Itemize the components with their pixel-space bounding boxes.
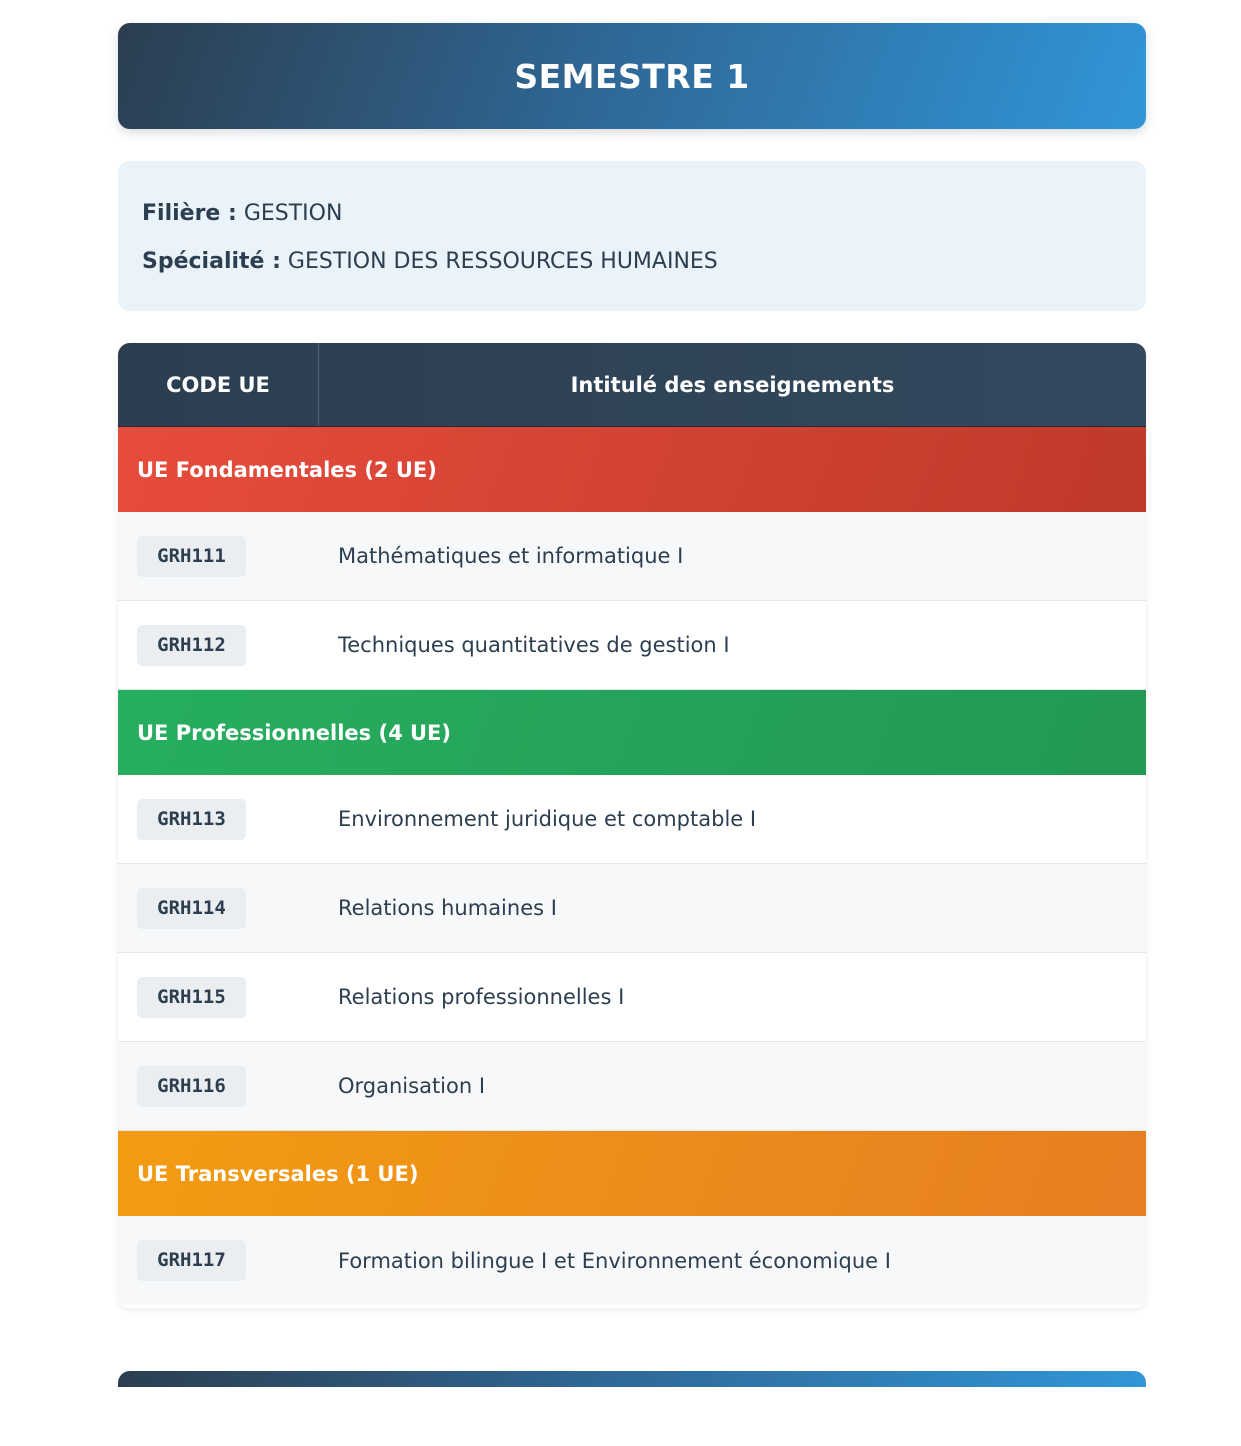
specialite-value: GESTION DES RESSOURCES HUMAINES [287,249,718,274]
courses-table [118,343,1146,1308]
course-title: Relations professionnelles I [338,985,625,1009]
group-header-fondamentales: UE Fondamentales (2 UE) [118,427,1146,512]
code-cell [118,1066,319,1107]
specialite-label: Spécialité : [142,249,281,274]
column-header-code: CODE UE [118,343,319,426]
code-badge: GRH116 [137,1066,246,1107]
code-badge: GRH113 [137,799,246,840]
filiere-line [142,199,1122,247]
code-cell [118,977,319,1018]
code-badge: GRH117 [137,1240,246,1281]
semester-title: SEMESTRE 1 [514,56,750,96]
table-row [118,775,1146,864]
code-badge: GRH114 [137,888,246,929]
group-header-transversales: UE Transversales (1 UE) [118,1131,1146,1216]
filiere-label: Filière : [142,201,237,226]
code-cell [118,1240,319,1281]
course-title: Environnement juridique et comptable I [338,807,757,831]
table-row [118,1042,1146,1131]
code-cell [118,888,319,929]
filiere-value: GESTION [243,201,343,226]
table-header [118,343,1146,427]
table-row [118,1216,1146,1305]
table-row [118,953,1146,1042]
code-cell [118,625,319,666]
course-title: Mathématiques et informatique I [338,544,684,568]
table-row [118,512,1146,601]
code-cell [118,536,319,577]
course-title: Organisation I [338,1074,486,1098]
course-title: Formation bilingue I et Environnement économique I [338,1248,891,1273]
table-row [118,864,1146,953]
program-info-box [118,161,1146,311]
code-badge: GRH111 [137,536,246,577]
code-badge: GRH115 [137,977,246,1018]
course-title: Relations humaines I [338,896,557,920]
table-row [118,601,1146,690]
column-header-title: Intitulé des enseignements [570,372,895,397]
course-title: Techniques quantitatives de gestion I [338,633,730,657]
next-semester-header-edge [118,1371,1146,1387]
code-badge: GRH112 [137,625,246,666]
specialite-line [142,247,1122,295]
semester-header [118,23,1146,129]
group-header-professionnelles: UE Professionnelles (4 UE) [118,690,1146,775]
code-cell [118,799,319,840]
